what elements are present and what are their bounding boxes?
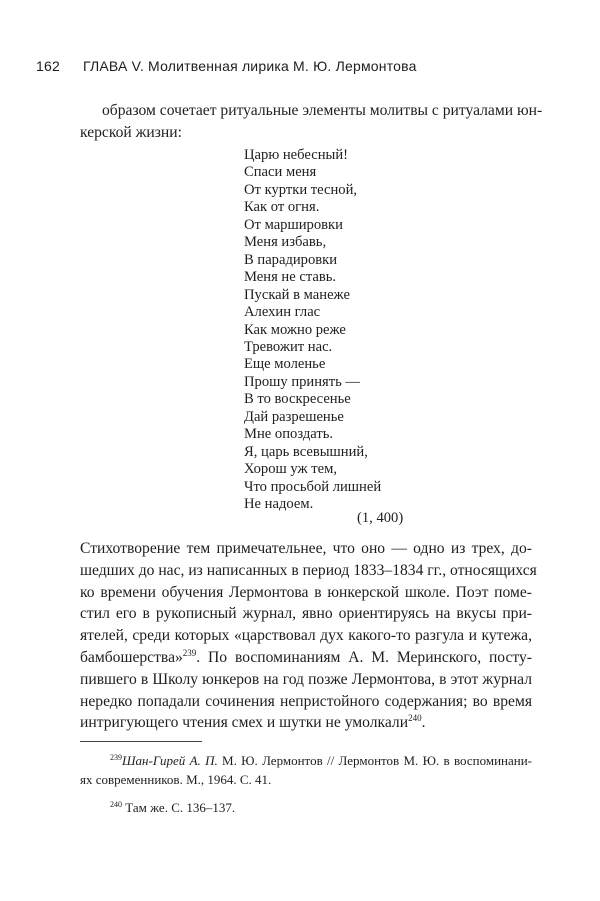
footnote-number: 240 <box>110 800 122 809</box>
poem-line: Еще моленье <box>244 356 326 373</box>
intro-paragraph <box>80 100 543 144</box>
poem-line: Что просьбой лишней <box>244 478 382 495</box>
poem-line: Меня избавь, <box>244 234 327 251</box>
poem-line: Не надоем. <box>244 496 314 513</box>
poem-line: Царю небесный! <box>244 147 348 163</box>
footnote-number: 239 <box>110 753 122 762</box>
intro-line: образом сочетает ритуальные элементы молитвы с ритуалами юн- <box>102 102 543 119</box>
poem-line: От куртки тесной, <box>244 181 358 198</box>
body-line: бамбошерства»$^{239}$. По воспоминаниям А. М. Меринского, посту- <box>80 647 532 666</box>
footnote-ref-239[interactable]: 239 <box>182 647 197 658</box>
poem-line: Тревожит нас. <box>244 338 333 355</box>
poem-line: Как можно реже <box>244 321 346 338</box>
poem-line: Прошу принять — <box>244 373 361 390</box>
poem-line: Хорош уж тем, <box>244 461 337 478</box>
poem-citation: (1, 400) <box>357 510 404 526</box>
poem-line: Мне опоздать. <box>244 426 334 443</box>
footnote-divider <box>80 741 202 742</box>
body-line: стил его в рукописный журнал, явно ориентируясь на вкусы при- <box>80 605 532 623</box>
chapter-title: ГЛАВА V. Молитвенная лирика М. Ю. Лермонтова <box>83 58 417 74</box>
intro-line: керской жизни: <box>80 123 182 141</box>
footnote-author: Шан-Гирей А. П. <box>122 753 218 768</box>
page-number: 162 <box>36 58 60 74</box>
footnote-240: $^{240}$ Там же. С. 136–137. <box>110 800 236 815</box>
poem-line: Как от огня. <box>244 199 320 216</box>
body-line: пившего в Школу юнкеров на год позже Лермонтова, в этот журнал <box>80 670 532 688</box>
poem <box>244 147 381 514</box>
poem-line: В то воскресенье <box>244 391 351 408</box>
body-line: шедших до нас, из написанных в период 1833–1834 гг., относящихся <box>80 561 537 579</box>
footnote-239: $^{239}$Шан-Гирей А. П. М. Ю. Лермонтов // Лермонтов М. Ю. в воспоминани- ях современников. М., 1964. С. 41. <box>80 753 532 787</box>
body-line: ятелей, среди которых «царствовал дух какого-то разгула и кутежа, <box>80 627 532 645</box>
poem-line: В парадировки <box>244 251 338 268</box>
poem-line: От маршировки <box>244 216 343 233</box>
body-line: нередко попадали сочинения непристойного содержания; во время <box>80 692 532 710</box>
poem-line: Пускай в манеже <box>244 286 350 303</box>
poem-line: Спаси меня <box>244 164 317 181</box>
poem-line: Алехин глас <box>244 304 321 321</box>
footnote-ref-240[interactable]: 240 <box>408 713 422 724</box>
body-paragraph <box>80 538 537 734</box>
poem-line: Меня не ставь. <box>244 269 337 286</box>
body-line: Стихотворение тем примечательнее, что оно — одно из трех, до- <box>80 540 532 557</box>
poem-line: Я, царь всевышний, <box>244 443 368 460</box>
poem-line: Дай разрешенье <box>244 408 344 425</box>
footnotes <box>80 751 532 817</box>
body-line: интригующего чтения смех и шутки не умолкали$^{240}$. <box>80 713 426 732</box>
body-line: ко времени обучения Лермонтова в юнкерской школе. Поэт помe- <box>80 583 532 601</box>
